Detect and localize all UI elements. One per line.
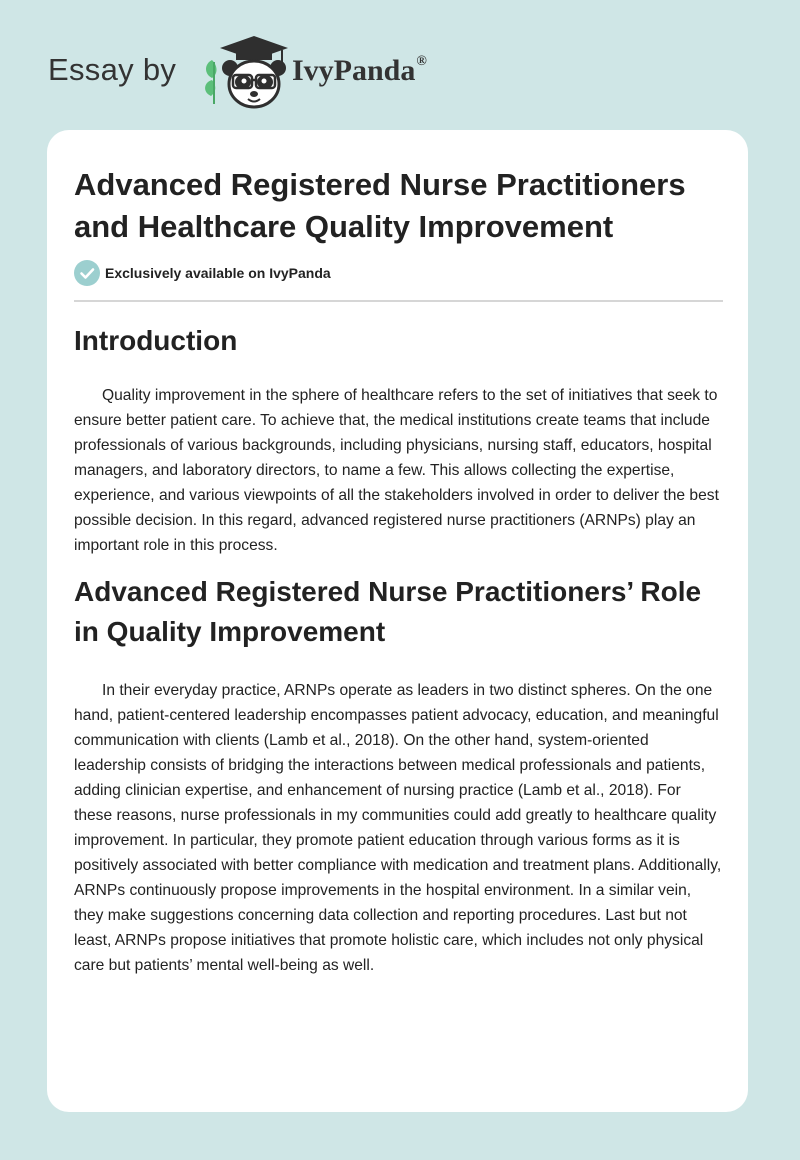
essay-content	[74, 164, 723, 978]
section-heading-arnp-role: Advanced Registered Nurse Practitioners’ Role in Quality Improvement	[74, 576, 702, 647]
exclusive-badge-text: Exclusively available on IvyPanda	[105, 265, 331, 281]
check-circle-icon	[74, 260, 100, 286]
brand-prefix: Essay by	[48, 52, 177, 87]
brand-name[interactable]	[292, 54, 427, 88]
panda-graduate-logo-icon[interactable]	[202, 34, 288, 110]
page-title: Advanced Registered Nurse Practitioners and Healthcare Quality Improvement	[74, 167, 686, 244]
site-header	[48, 34, 508, 110]
section-body-introduction: Quality improvement in the sphere of healthcare refers to the set of initiatives that seek to ensure better patient care. To achieve that, the medical institutions create teams that include professionals of various backgrounds, including physicians, nursing staff, educators, hospital managers, and laboratory directors, to name a few. This allows collecting the expertise, experience, and various viewpoints of all the stakeholders involved in order to deliver the best possible decision. In this regard, advanced registered nurse practitioners (ARNPs) play an important role in this process.	[74, 387, 719, 554]
section-heading-introduction: Introduction	[74, 325, 238, 356]
registered-mark: ®	[416, 54, 427, 69]
section-body-arnp-role: In their everyday practice, ARNPs operate as leaders in two distinct spheres. On the one hand, patient-centered leadership encompasses patient advocacy, education, and meaningful communication with clients (Lamb et al., 2018). On the other hand, system-oriented leadership consists of bridging the interactions between medical professionals and patients, adding clinician expertise, and enhancement of nursing practice (Lamb et al., 2018). For these reasons, nurse professionals in my communities could add greatly to healthcare quality improvement. In particular, they promote patient education through various forms as it is positively associated with better compliance with medication and treatment plans. Additionally, ARNPs continuously propose improvements in the hospital environment. In a similar vein, they make suggestions concerning data collection and reporting procedures. Last but not least, ARNPs propose initiatives that promote holistic care, which includes not only physical care but patients’ mental well-being as well.	[74, 682, 722, 974]
exclusive-badge	[74, 260, 723, 286]
divider	[74, 300, 723, 302]
brand-name-text: IvyPanda	[292, 54, 416, 87]
essay-card	[47, 130, 748, 1112]
